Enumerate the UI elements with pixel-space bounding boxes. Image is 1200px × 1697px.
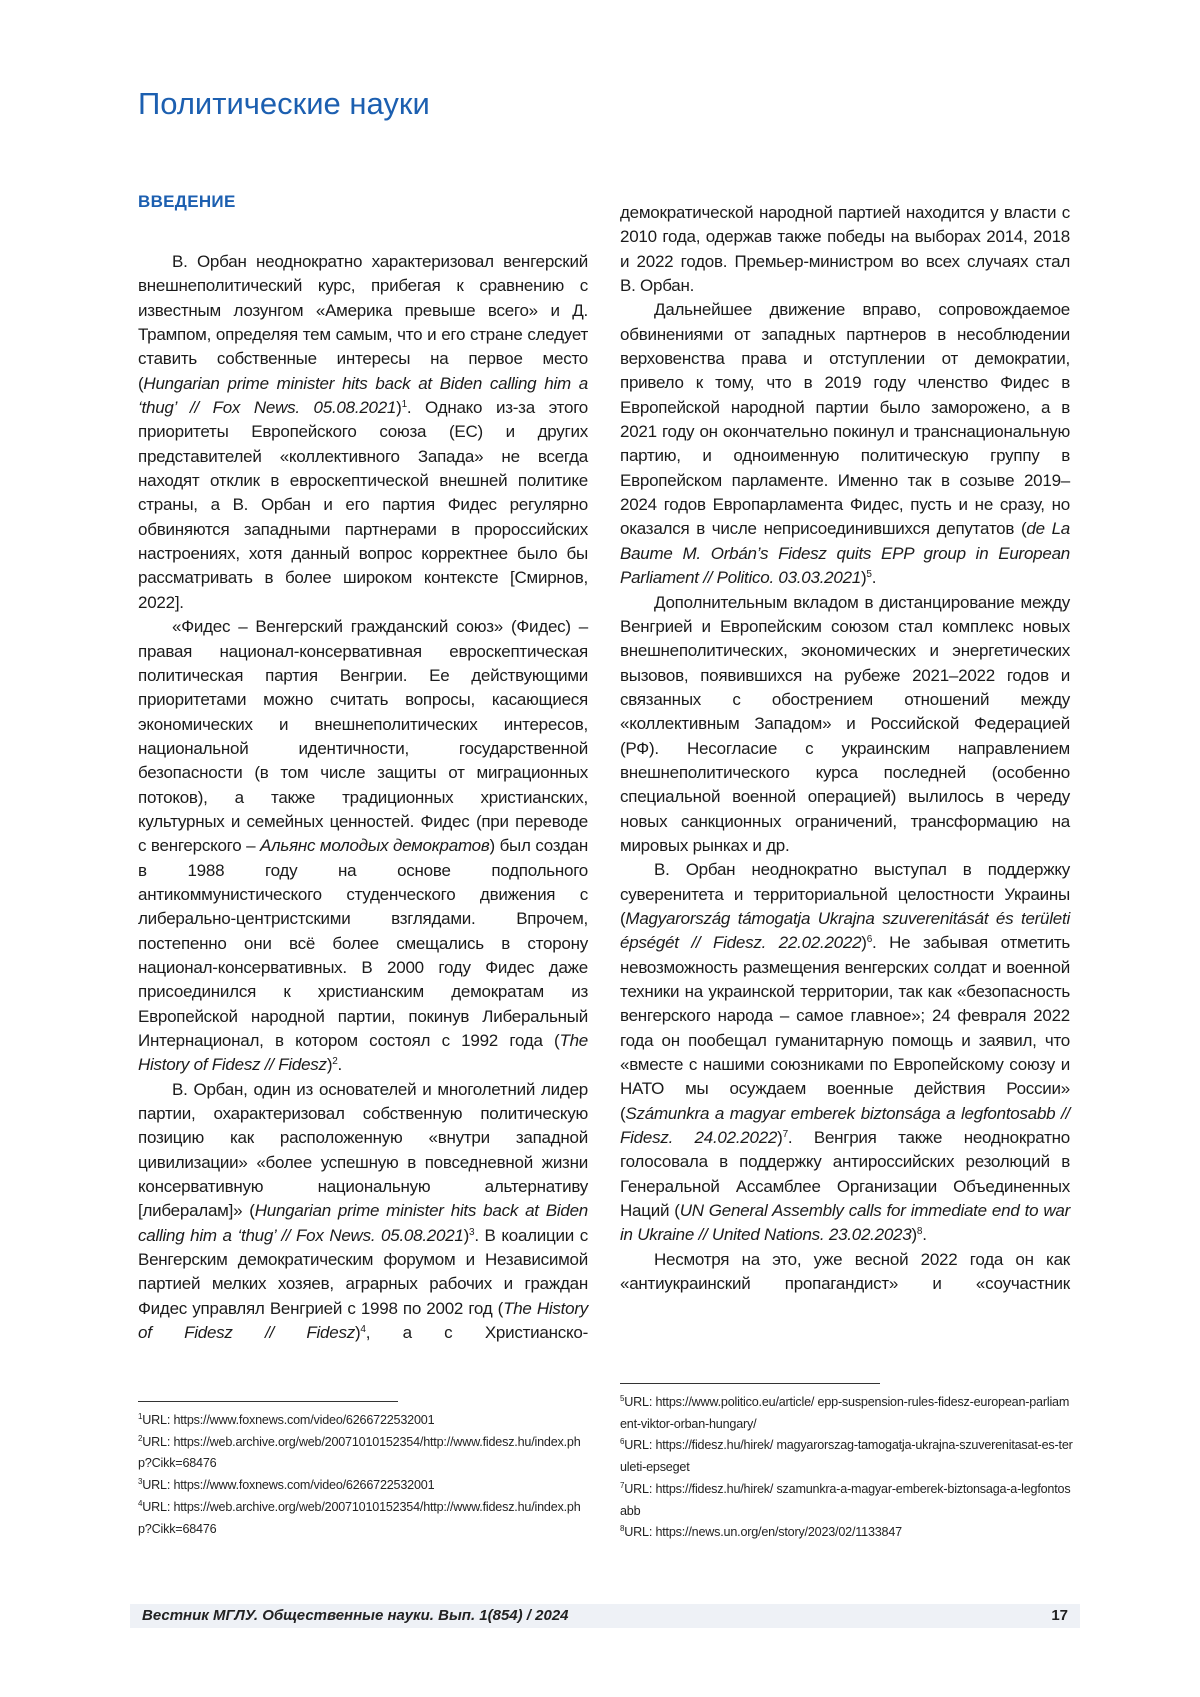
section-heading: ВВЕДЕНИЕ bbox=[138, 192, 236, 212]
footnote bbox=[620, 1479, 1075, 1522]
text-run: ) был создан в 1988 году на основе подпольного антикоммунистического студенческого движения с либерально-центристскими взглядами. Впрочем, постепенно они всё более смещались в сторону национал-консервативных. В 2000 году Фидес даже присоединился к христианским демократам из Европейской народной партии, покинув Либеральный Интернационал, в котором состоял с 1992 года ( bbox=[138, 836, 588, 1050]
footnote-ref: 5 bbox=[866, 569, 871, 580]
footnote-ref: 7 bbox=[783, 1129, 788, 1140]
paragraph bbox=[138, 615, 588, 1078]
footnote-number: 1 bbox=[138, 1412, 142, 1421]
citation-text: The History of Fidesz // Fidesz bbox=[138, 1299, 588, 1342]
footnotes-right bbox=[620, 1392, 1075, 1544]
text-run: ) bbox=[355, 1323, 360, 1342]
paragraph bbox=[620, 591, 1070, 859]
text-run: Дальнейшее движение вправо, сопровождаемое обвинениями от западных партнеров в несоблюдении верховенства права и отступлении от демократии, привело к тому, что в 2019 году членство Фидес в Европейской народной партии было заморожено, а в 2021 году он окончательно покинул и транснациональную партию, и одноименную политическую группу в Европейском парламенте. Именно так в созыве 2019–2024 годов Европарламента Фидес, пусть и не сразу, но оказался в числе неприсоединившихся депутатов ( bbox=[620, 300, 1070, 538]
footnote bbox=[138, 1497, 593, 1540]
text-run: ) bbox=[861, 933, 866, 952]
text-run: . bbox=[338, 1055, 342, 1074]
text-run: ) bbox=[777, 1128, 782, 1147]
footnote-divider-right bbox=[620, 1383, 880, 1384]
text-run: , а с Христианско- bbox=[366, 1323, 588, 1342]
text-run: В. Орбан, один из основателей и многолетний лидер партии, охарактеризовал собственную политическую позицию как расположенную «внутри западной цивилизации» «более успешную в повседневной жизни консервативную национальную альтернативу [либералам]» ( bbox=[138, 1080, 588, 1221]
text-run: ) bbox=[464, 1226, 469, 1245]
text-run: . bbox=[872, 568, 876, 587]
footnote-divider-left bbox=[138, 1401, 398, 1402]
footnote-url[interactable]: URL: https://www.foxnews.com/video/6266722532001 bbox=[142, 1478, 434, 1492]
footnote-url[interactable]: URL: https://fidesz.hu/hirek/ magyarorszag-tamogatja-ukrajna-szuverenitasat-es-teruleti-epseget bbox=[620, 1438, 1073, 1474]
footnote-number: 2 bbox=[138, 1434, 142, 1443]
footnote-number: 8 bbox=[620, 1524, 624, 1533]
text-run: . Не забывая отметить невозможность размещения венгерских солдат и военной техники на украинской территории, так как «безопасность венгерского народа – самое главное»; 24 февраля 2022 года он пообещал гуманитарную помощь и заявил, что «вместе с нашими союзниками по Европейскому союзу и НАТО мы осуждаем военные действия России» ( bbox=[620, 933, 1070, 1122]
footnote bbox=[620, 1392, 1075, 1435]
footnote-url[interactable]: URL: https://web.archive.org/web/20071010152354/http://www.fidesz.hu/index.php?Cikk=68476 bbox=[138, 1500, 581, 1536]
citation-text: Magyarország támogatja Ukrajna szuverenitását és területi épségét // Fidesz. 22.02.2022 bbox=[620, 909, 1070, 952]
footnote-url[interactable]: URL: https://web.archive.org/web/20071010152354/http://www.fidesz.hu/index.php?Cikk=68476 bbox=[138, 1435, 581, 1471]
text-run: ) bbox=[327, 1055, 332, 1074]
footnote-number: 5 bbox=[620, 1394, 624, 1403]
text-run: Несмотря на это, уже весной 2022 года он как «антиукраинский пропагандист» и «соучастник bbox=[620, 1250, 1070, 1293]
paragraph bbox=[138, 250, 588, 615]
paragraph bbox=[620, 201, 1070, 298]
footnote-ref: 2 bbox=[332, 1056, 337, 1067]
citation-text: Számunkra a magyar emberek biztonsága a legfontosabb // Fidesz. 24.02.2022 bbox=[620, 1104, 1070, 1147]
footnote-number: 7 bbox=[620, 1481, 624, 1490]
text-run: . Однако из-за этого приоритеты Европейского союза (ЕС) и других представителей «коллективного Запада» не всегда находят отклик в евроскептической внешней политике страны, а В. Орбан и его партия Фидес регулярно обвиняются западными партнерами в пророссийских настроениях, хотя данный вопрос корректнее было бы рассматривать в более широком контексте [Смирнов, 2022]. bbox=[138, 398, 588, 612]
paragraph bbox=[620, 858, 1070, 1248]
footnote-ref: 4 bbox=[360, 1324, 365, 1335]
text-run: В. Орбан неоднократно характеризовал венгерский внешнеполитический курс, прибегая к сравнению с известным лозунгом «Америка превыше всего» и Д. Трампом, определяя тем самым, что и его стране следует ставить собственные интересы на первое место ( bbox=[138, 252, 588, 393]
page-number: 17 bbox=[1051, 1607, 1068, 1624]
journal-title: Вестник МГЛУ. Общественные науки. Вып. 1(854) / 2024 bbox=[142, 1607, 569, 1624]
footnote-url[interactable]: URL: https://fidesz.hu/hirek/ szamunkra-a-magyar-emberek-biztonsaga-a-legfontosabb bbox=[620, 1482, 1070, 1518]
citation-text: de La Baume M. Orbán’s Fidesz quits EPP group in European Parliament // Politico. 03.03.2021 bbox=[620, 519, 1070, 587]
text-run: . В коалиции с Венгерским демократическим форумом и Независимой партией мелких хозяев, аграрных рабочих и граждан Фидес управлял Венгрией с 1998 по 2002 год ( bbox=[138, 1226, 588, 1318]
text-run: ) bbox=[911, 1225, 916, 1244]
paragraph bbox=[620, 298, 1070, 590]
footnote-url[interactable]: URL: https://www.foxnews.com/video/6266722532001 bbox=[142, 1413, 434, 1427]
text-run: «Фидес – Венгерский гражданский союз» (Фидес) – правая национал-консервативная евроскептическая политическая партия Венгрии. Ее действующими приоритетами можно считать вопросы, касающиеся экономических и внешнеполитических интересов, национальной идентичности, государственной безопасности (в том числе защиты от миграционных потоков), а также традиционных христианских, культурных и семейных ценностей. Фидес (при переводе с венгерского – bbox=[138, 617, 588, 855]
citation-text: UN General Assembly calls for immediate end to war in Ukraine // United Nations. 23.02.2023 bbox=[620, 1201, 1070, 1244]
footnote-ref: 6 bbox=[867, 934, 872, 945]
text-run: Дополнительным вкладом в дистанцирование между Венгрией и Европейским союзом стал комплекс новых внешнеполитических, экономических и энергетических вызовов, появившихся на рубеже 2021–2022 годов и связанных с обострением отношений между «коллективным Западом» и Российской Федерацией (РФ). Несогласие с украинским направлением внешнеполитического курса последней (особенно специальной военной операцией) вылилось в череду новых санкционных ограничений, трансформацию на мировых рынках и др. bbox=[620, 593, 1070, 855]
section-title: Политические науки bbox=[138, 86, 430, 122]
footnote bbox=[620, 1435, 1075, 1478]
text-run: В. Орбан неоднократно выступал в поддержку суверенитета и территориальной целостности Украины ( bbox=[620, 860, 1070, 928]
paragraph bbox=[620, 1248, 1070, 1297]
page-footer bbox=[130, 1604, 1080, 1628]
text-run: ) bbox=[861, 568, 866, 587]
footnote-ref: 3 bbox=[469, 1227, 474, 1238]
left-column bbox=[138, 250, 588, 1345]
citation-text: Hungarian prime minister hits back at Biden calling him a ‘thug’ // Fox News. 05.08.2021 bbox=[138, 1201, 588, 1244]
citation-text: The History of Fidesz // Fidesz bbox=[138, 1031, 588, 1074]
footnote-number: 6 bbox=[620, 1437, 624, 1446]
footnote-ref: 1 bbox=[402, 399, 407, 410]
footnote bbox=[138, 1432, 593, 1475]
citation-text: Альянс молодых демократов bbox=[260, 836, 490, 855]
text-run: . Венгрия также неоднократно голосовала в поддержку антироссийских резолюций в Генеральной Ассамблее Организации Объединенных Наций ( bbox=[620, 1128, 1070, 1220]
right-column bbox=[620, 201, 1070, 1296]
text-run: демократической народной партией находится у власти с 2010 года, одержав также победы на выборах 2014, 2018 и 2022 годов. Премьер-министром во всех случаях стал В. Орбан. bbox=[620, 203, 1070, 295]
footnote bbox=[138, 1475, 593, 1497]
text-run: ) bbox=[396, 398, 401, 417]
footnote-ref: 8 bbox=[917, 1226, 922, 1237]
citation-text: Hungarian prime minister hits back at Biden calling him a ‘thug’ // Fox News. 05.08.2021 bbox=[138, 374, 588, 417]
text-run: . bbox=[922, 1225, 926, 1244]
footnote-number: 3 bbox=[138, 1477, 142, 1486]
footnote-url[interactable]: URL: https://www.politico.eu/article/ epp-suspension-rules-fidesz-european-parliament-viktor-orban-hungary/ bbox=[620, 1395, 1069, 1431]
paragraph bbox=[138, 1078, 588, 1346]
footnote bbox=[620, 1522, 1075, 1544]
footnote-url[interactable]: URL: https://news.un.org/en/story/2023/02/1133847 bbox=[624, 1525, 902, 1539]
footnotes-left bbox=[138, 1410, 593, 1540]
footnote bbox=[138, 1410, 593, 1432]
footnote-number: 4 bbox=[138, 1499, 142, 1508]
